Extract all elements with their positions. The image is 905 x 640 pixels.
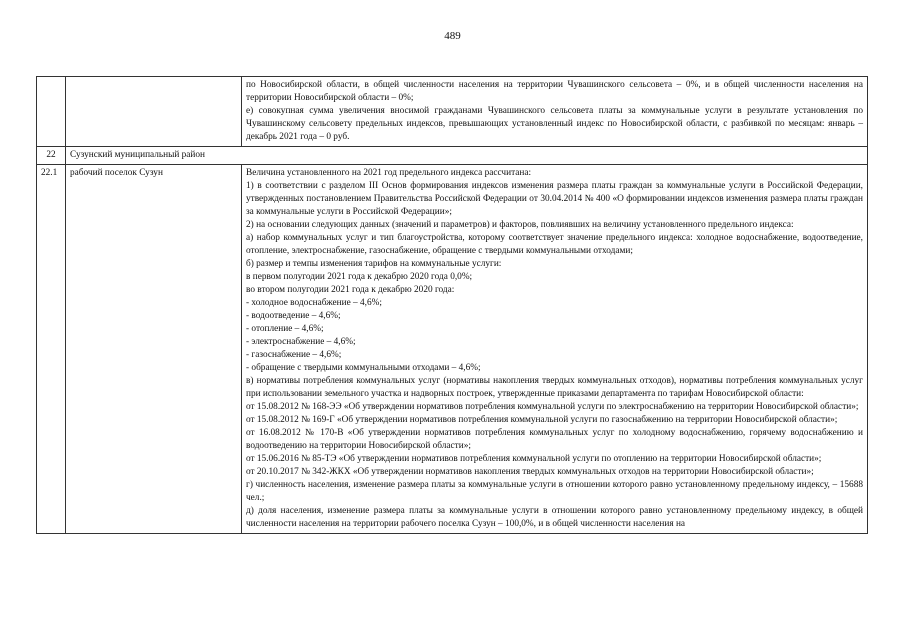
table-row bbox=[37, 165, 868, 534]
text-line: д) доля населения, изменение размера платы за коммунальные услуги в отношении которого равно установленному предельному индексу, в общей численности населения на территории рабочего поселка Сузун – 100,0%, и в общей численности населения на bbox=[246, 506, 863, 529]
text-line: в) нормативы потребления коммунальных услуг (нормативы накопления твердых коммунальных отходов), нормативы потребления коммунальных услуг при использовании земельного участка и надворных построек, утвержденные приказами департамента по тарифам Новосибирской области: bbox=[246, 376, 863, 399]
text-line: - газоснабжение – 4,6%; bbox=[246, 350, 342, 360]
district-name: Сузунский муниципальный район bbox=[66, 147, 868, 165]
text-line: по Новосибирской области, в общей численности населения на территории Чувашинского сельсовета – 0%, и в общей численности населения на территории Новосибирской области – 0%; bbox=[246, 80, 863, 103]
text-line: е) совокупная сумма увеличения вносимой гражданами Чувашинского сельсовета платы за коммунальные услуги в результате установления по Чувашинскому сельсовету предельных индексов, превышающих установленный индекс по Новосибирской области, с разбивкой по месяцам: январь – декабрь 2021 года – 0 руб. bbox=[246, 106, 863, 142]
text-line: от 15.08.2012 № 168-ЭЭ «Об утверждении нормативов потребления коммунальной услуги по электроснабжению на территории Новосибирской области»; bbox=[246, 402, 859, 412]
row-name bbox=[66, 77, 242, 147]
row-number bbox=[37, 77, 66, 147]
text-line: - холодное водоснабжение – 4,6%; bbox=[246, 298, 382, 308]
text-line: - отопление – 4,6%; bbox=[246, 324, 324, 334]
table-row bbox=[37, 77, 868, 147]
table-row bbox=[37, 147, 868, 165]
text-line: от 20.10.2017 № 342-ЖКХ «Об утверждении нормативов накопления твердых коммунальных отходов на территории Новосибирской области»; bbox=[246, 467, 814, 477]
text-line: от 15.08.2012 № 169-Г «Об утверждении нормативов потребления коммунальной услуги по газоснабжению на территории Новосибирской области»; bbox=[246, 415, 838, 425]
row-text bbox=[242, 77, 868, 147]
row-number: 22 bbox=[37, 147, 66, 165]
text-line: от 16.08.2012 № 170-В «Об утверждении нормативов потребления коммунальных услуг по холодному водоснабжению, горячему водоснабжению и водоотведению на территории Новосибирской области»; bbox=[246, 428, 863, 451]
text-line: 1) в соответствии с разделом III Основ формирования индексов изменения размера платы граждан за коммунальные услуги в Российской Федерации, утвержденных постановлением Правительства Российской Федерации от 30.04.2014 № 400 «О формировании индексов изменения размера платы граждан за коммунальные услуги в Российской Федерации»; bbox=[246, 181, 863, 217]
text-line: от 15.06.2016 № 85-ТЭ «Об утверждении нормативов потребления коммунальной услуги по отоплению на территории Новосибирской области»; bbox=[246, 454, 822, 464]
text-line: - водоотведение – 4,6%; bbox=[246, 311, 341, 321]
page-number: 489 bbox=[444, 30, 461, 42]
row-name: рабочий поселок Сузун bbox=[66, 165, 242, 534]
row-number: 22.1 bbox=[37, 165, 66, 534]
text-line: а) набор коммунальных услуг и тип благоустройства, которому соответствует значение предельного индекса: холодное водоснабжение, водоотведение, отопление, электроснабжение, газоснабжение, обращение с твердыми коммунальными отходами; bbox=[246, 233, 863, 256]
text-line: - обращение с твердыми коммунальными отходами – 4,6%; bbox=[246, 363, 481, 373]
document-table bbox=[36, 76, 868, 534]
row-text bbox=[242, 165, 868, 534]
text-line: 2) на основании следующих данных (значений и параметров) и факторов, повлиявших на величину установленного предельного индекса: bbox=[246, 220, 794, 230]
text-line: б) размер и темпы изменения тарифов на коммунальные услуги: bbox=[246, 259, 502, 269]
text-line: во втором полугодии 2021 года к декабрю 2020 года: bbox=[246, 285, 455, 295]
text-line: - электроснабжение – 4,6%; bbox=[246, 337, 356, 347]
text-line: в первом полугодии 2021 года к декабрю 2020 года 0,0%; bbox=[246, 272, 473, 282]
text-line: Величина установленного на 2021 год предельного индекса рассчитана: bbox=[246, 168, 532, 178]
text-line: г) численность населения, изменение размера платы за коммунальные услуги в отношении которого равно установленному предельному индексу, – 15688 чел.; bbox=[246, 480, 863, 503]
